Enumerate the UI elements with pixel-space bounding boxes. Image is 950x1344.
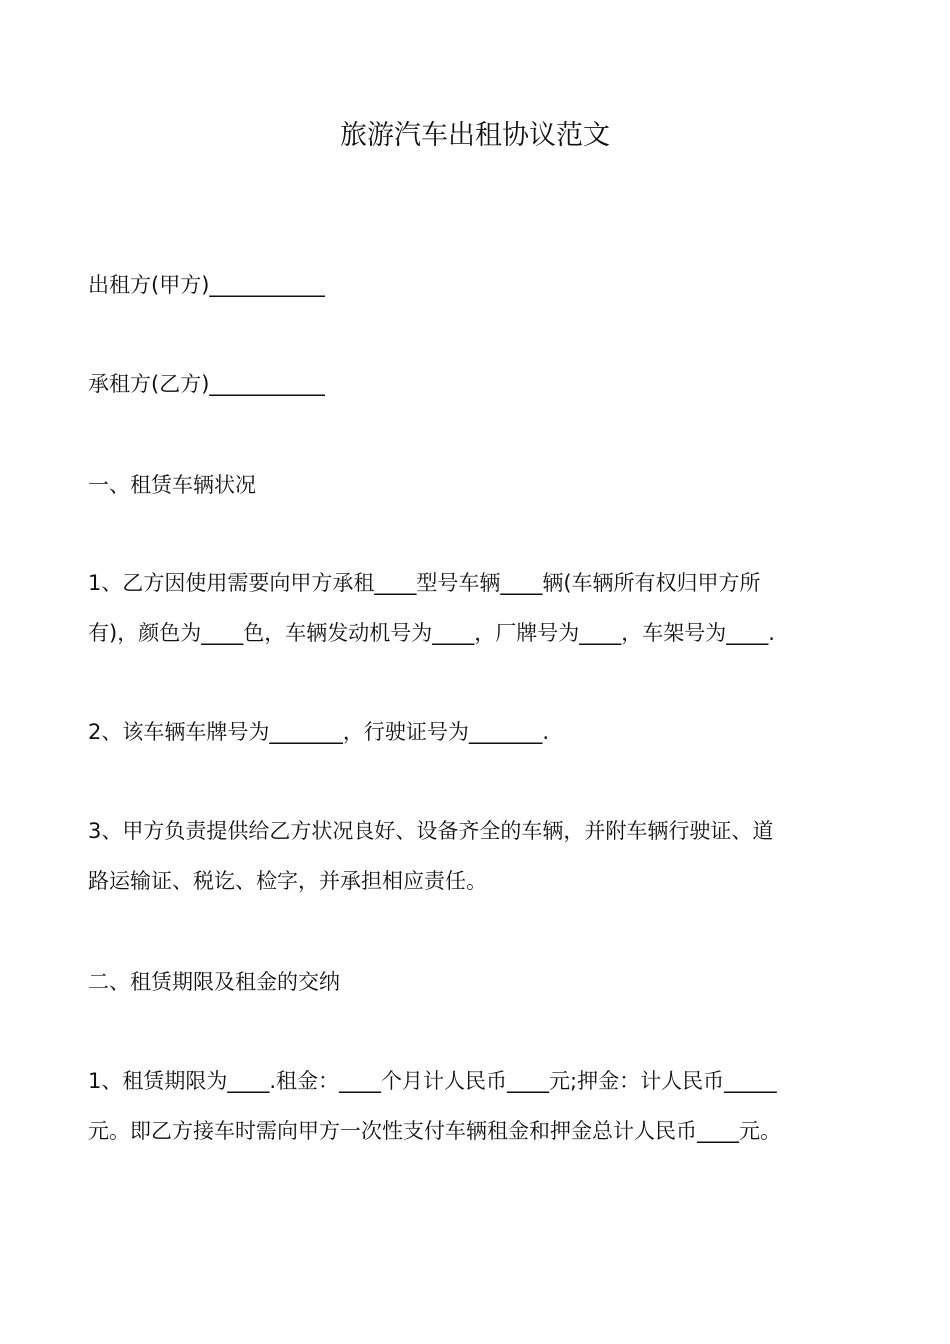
document-title: 旅游汽车出租协议范文 (340, 120, 610, 151)
section2-item1-line1: 1、租赁期限为____.租金：____个月计人民币____元;押金：计人民币_____ (88, 1069, 777, 1093)
section1-heading: 一、租赁车辆状况 (88, 473, 256, 497)
section2-item1-line2: 元。即乙方接车时需向甲方一次性支付车辆租金和押金总计人民币____元。 (88, 1119, 781, 1143)
section1-item1-line2: 有)，颜色为____色，车辆发动机号为____，厂牌号为____，车架号为____. (88, 621, 775, 645)
section1-item3-line2: 路运输证、税讫、检字，并承担相应责任。 (88, 869, 487, 893)
lessor-line: 出租方(甲方)___________ (88, 273, 325, 297)
lessee-line: 承租方(乙方)___________ (88, 372, 325, 396)
section1-item1-line1: 1、乙方因使用需要向甲方承租____型号车辆____辆(车辆所有权归甲方所 (88, 571, 761, 595)
section1-item3-line1: 3、甲方负责提供给乙方状况良好、设备齐全的车辆，并附车辆行驶证、道 (88, 819, 774, 843)
section1-item2: 2、该车辆车牌号为_______，行驶证号为_______. (88, 720, 550, 744)
section2-heading: 二、租赁期限及租金的交纳 (88, 970, 340, 994)
